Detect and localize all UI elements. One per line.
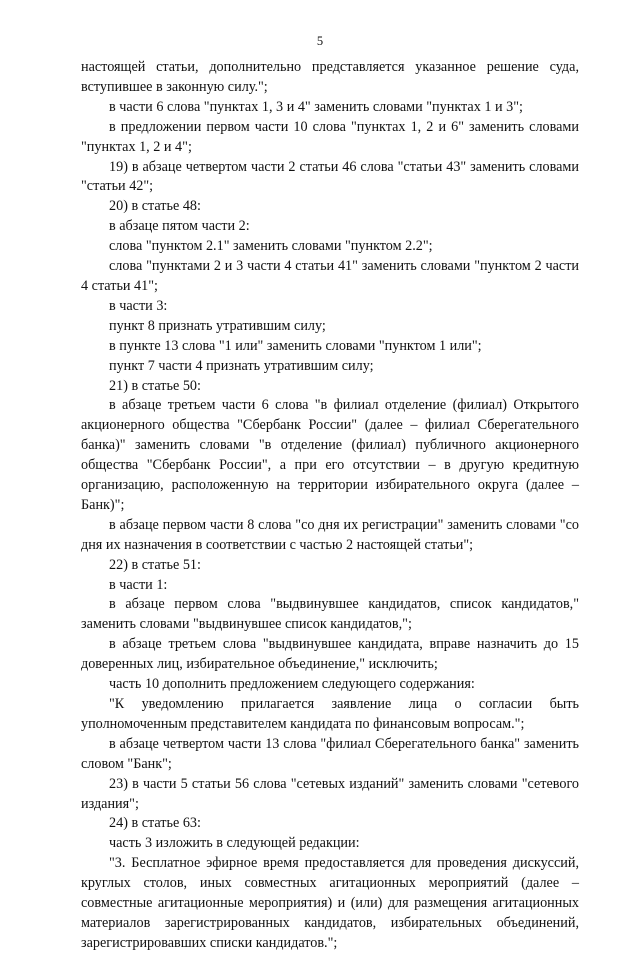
paragraph: 23) в части 5 статьи 56 слова "сетевых изданий" заменить словами "сетевого издания";	[81, 775, 579, 812]
paragraph: слова "пунктами 2 и 3 части 4 статьи 41" заменить словами "пунктом 2 части 4 статьи 41";	[81, 258, 579, 294]
paragraph: в части 1:	[109, 576, 168, 593]
paragraph: в предложении первом части 10 слова "пунктах 1, 2 и 6" заменить словами "пунктах 1, 2 и 4";	[81, 118, 579, 155]
paragraph: "3. Бесплатное эфирное время предоставляется для проведения дискуссий, круглых столов, иных совместных агитационных мероприятий (далее – совместные агитационные мероприятия) и (или) для размещения агитационных материалов зарегистрированных кандидатов, избирательных объединений, зарегистрировавших списки кандидатов.";	[81, 855, 579, 951]
paragraph: часть 3 изложить в следующей редакции:	[109, 835, 360, 852]
page-number: 5	[316, 34, 324, 48]
paragraph: в части 3:	[109, 297, 168, 314]
paragraph: слова "пунктом 2.1" заменить словами "пунктом 2.2";	[109, 238, 433, 255]
paragraph: в абзаце третьем части 6 слова "в филиал отделение (филиал) Открытого акционерного общества "Сбербанк России" (далее – филиал Сберегательного банка)" заменить словами "в отделение (филиал) публичного акционерного общества "Сбербанк России", а при его отсутствии – в другую кредитную организацию, расположенную на территории избирательного округа (далее – Банк)";	[81, 397, 579, 513]
paragraph: часть 10 дополнить предложением следующего содержания:	[109, 676, 475, 693]
document-body	[81, 58, 579, 954]
paragraph: пункт 7 части 4 признать утратившим силу;	[109, 357, 374, 374]
paragraph: в абзаце первом слова "выдвинувшее кандидатов, список кандидатов," заменить словами "выдвинувшее список кандидатов,";	[81, 596, 579, 633]
paragraph: 24) в статье 63:	[109, 815, 201, 832]
paragraph: в абзаце четвертом части 13 слова "филиал Сберегательного банка" заменить словом "Банк";	[81, 735, 579, 772]
paragraph: пункт 8 признать утратившим силу;	[109, 317, 326, 334]
paragraph: в пункте 13 слова "1 или" заменить словами "пунктом 1 или";	[109, 337, 482, 354]
paragraph-continuation: настоящей статьи, дополнительно представляется указанное решение суда, вступившее в законную силу.";	[81, 59, 579, 95]
paragraph: 21) в статье 50:	[109, 377, 201, 394]
paragraph: 20) в статье 48:	[109, 198, 201, 215]
paragraph: в абзаце пятом части 2:	[109, 218, 250, 235]
paragraph: в части 6 слова "пунктах 1, 3 и 4" заменить словами "пунктах 1 и 3";	[109, 98, 523, 115]
paragraph: в абзаце первом части 8 слова "со дня их регистрации" заменить словами "со дня их назначения в соответствии с частью 2 настоящей статьи";	[81, 516, 579, 553]
paragraph: "К уведомлению прилагается заявление лица о согласии быть уполномоченным представителем кандидата по финансовым вопросам.";	[81, 696, 579, 732]
paragraph: 19) в абзаце четвертом части 2 статьи 46 слова "статьи 43" заменить словами "статьи 42";	[81, 158, 579, 195]
paragraph: в абзаце третьем слова "выдвинувшее кандидата, вправе назначить до 15 доверенных лиц, избирательное объединение," исключить;	[81, 636, 579, 673]
paragraph: 22) в статье 51:	[109, 556, 201, 573]
